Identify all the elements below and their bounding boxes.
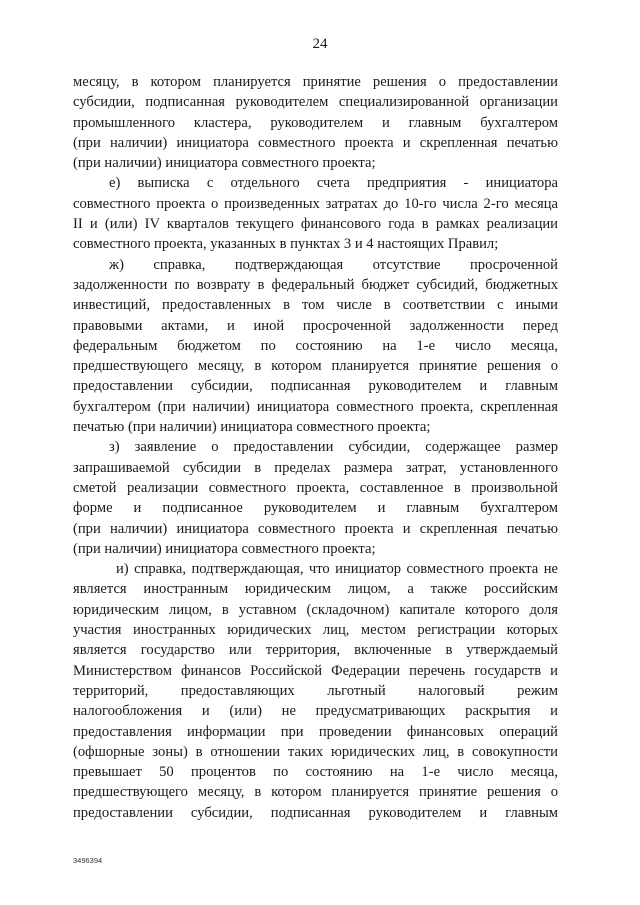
text-line: Министерством финансов Российской Федерации перечень государств и: [73, 662, 558, 679]
text-line: территорий, предоставляющих льготный налоговый режим: [73, 682, 558, 699]
text-line: II и (или) IV кварталов текущего финансового года в рамках реализации: [73, 216, 558, 233]
text-line: правовыми актами, и иной просроченной задолженности перед: [73, 317, 558, 334]
text-line: (при наличии) инициатора совместного проекта и скрепленная печатью: [73, 520, 558, 537]
text-line: является государство или территория, включенные в утверждаемый: [73, 642, 558, 659]
text-line: предоставления информации при проведении финансовых операций: [73, 723, 558, 740]
text-line: предоставлении субсидии, подписанная руководителем и главным: [73, 378, 558, 395]
text-line: и) справка, подтверждающая, что инициатор совместного проекта не: [116, 561, 558, 578]
paragraph-item-e: [73, 173, 558, 254]
text-line: запрашиваемой субсидии в пределах размера затрат, установленного: [73, 459, 558, 476]
paragraph-item-z: [73, 437, 558, 559]
text-line: печатью (при наличии) инициатора совместного проекта;: [73, 419, 431, 436]
text-line: (при наличии) инициатора совместного проекта и скрепленная печатью: [73, 134, 558, 151]
text-line: предшествующего месяцу, в котором планируется принятие решения о: [73, 358, 558, 375]
text-line: предшествующего месяцу, в котором планируется принятие решения о: [73, 784, 558, 801]
text-line: з) заявление о предоставлении субсидии, содержащее размер: [109, 439, 558, 456]
text-line: федеральным бюджетом по состоянию на 1-е число месяца,: [73, 337, 558, 354]
document-id-code: 3496394: [73, 856, 103, 865]
text-line: (при наличии) инициатора совместного проекта;: [73, 155, 376, 172]
text-line: инвестиций, предоставленных в том числе в соответствии с иными: [73, 297, 558, 314]
text-line: превышает 50 процентов по состоянию на 1-е число месяца,: [73, 764, 558, 781]
text-line: субсидии, подписанная руководителем специализированной организации: [73, 94, 558, 111]
text-line: е) выписка с отдельного счета предприятия - инициатора: [109, 175, 558, 192]
text-line: бухгалтером (при наличии) инициатора совместного проекта, скрепленная: [73, 398, 558, 415]
page-number: 24: [312, 36, 328, 52]
text-line: участия иностранных юридических лиц, местом регистрации которых: [73, 622, 558, 639]
text-line: (офшорные зоны) в отношении таких юридических лиц, в совокупности: [73, 743, 558, 760]
paragraph-continuation: [73, 72, 558, 173]
text-line: форме и подписанное руководителем и главным бухгалтером: [73, 500, 558, 517]
text-line: совместного проекта, указанных в пунктах 3 и 4 настоящих Правил;: [73, 236, 499, 253]
text-line: сметой реализации совместного проекта, составленное в произвольной: [73, 479, 558, 496]
text-line: является иностранным юридическим лицом, а также российским: [73, 581, 558, 598]
text-line: месяцу, в котором планируется принятие решения о предоставлении: [73, 74, 558, 90]
text-line: задолженности по возврату в федеральный бюджет субсидий, бюджетных: [73, 276, 558, 293]
text-line: налогообложения и (или) не предусматривающих раскрытия и: [73, 703, 558, 720]
text-line: юридическим лицом, в уставном (складочном) капитале которого доля: [73, 601, 558, 618]
text-line: (при наличии) инициатора совместного проекта;: [73, 540, 376, 557]
text-line: предоставлении субсидии, подписанная руководителем и главным: [73, 804, 558, 821]
text-line: совместного проекта о произведенных затратах до 10-го числа 2-го месяца: [73, 195, 558, 212]
paragraph-item-zh: [73, 255, 558, 438]
document-body: [73, 72, 558, 823]
text-line: ж) справка, подтверждающая отсутствие просроченной: [109, 256, 558, 273]
paragraph-item-i: [73, 559, 558, 823]
text-line: промышленного кластера, руководителем и главным бухгалтером: [73, 114, 558, 131]
